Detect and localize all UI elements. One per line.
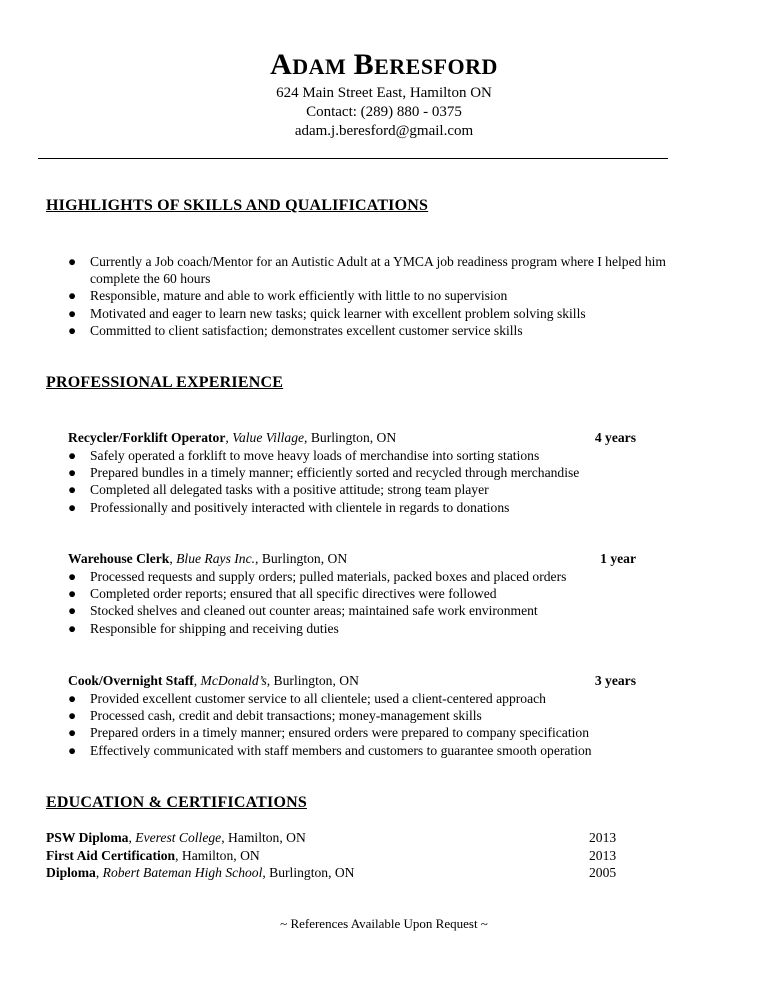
bullet-icon: ● — [68, 620, 77, 636]
bullet-icon: ● — [68, 603, 77, 619]
bullet-icon: ● — [68, 482, 77, 498]
list-item: ● Provided excellent customer service to all clientele; used a client-centered approach — [68, 691, 546, 706]
list-item: ● Prepared bundles in a timely manner; efficiently sorted and recycled through merchandise — [68, 465, 580, 481]
education-item: PSW Diploma, Everest College, Hamilton, ON 2013 — [46, 830, 617, 845]
bullet-icon: ● — [68, 499, 77, 515]
list-item: ● Currently a Job coach/Mentor for an Autistic Adult at a YMCA job readiness program where I helped him complete the 60 hours — [68, 254, 666, 287]
bullet-icon: ● — [68, 322, 77, 338]
edu-year: 2013 — [589, 830, 617, 845]
list-item: ● Processed requests and supply orders; pulled materials, packed boxes and placed orders — [68, 569, 567, 584]
list-item: ● Motivated and eager to learn new tasks; quick learner with excellent problem solving skills — [68, 305, 586, 321]
education-item: First Aid Certification, Hamilton, ON 2013 — [46, 847, 617, 863]
credential: PSW Diploma — [46, 830, 129, 845]
highlights-heading: HIGHLIGHTS OF SKILLS AND QUALIFICATIONS — [46, 197, 429, 214]
experience-heading: PROFESSIONAL EXPERIENCE — [46, 374, 284, 391]
job-duration: 4 years — [594, 430, 636, 445]
bullet-icon: ● — [68, 305, 77, 321]
bullet-icon: ● — [68, 465, 77, 481]
list-item: ● Completed order reports; ensured that all specific directives were followed — [68, 586, 497, 602]
phone-contact: Contact: (289) 880 - 0375 — [306, 104, 462, 120]
job-location: , Burlington, ON — [304, 430, 397, 445]
institution: Everest College — [135, 830, 222, 845]
applicant-name: ADAM BERESFORD — [270, 48, 498, 81]
bullet-icon: ● — [68, 708, 77, 724]
job-duties-list — [68, 568, 718, 637]
list-item: ● Processed cash, credit and debit transactions; money-management skills — [68, 708, 482, 724]
job-header: Warehouse Clerk, Blue Rays Inc., Burlington, ON 1 year — [68, 551, 636, 566]
job-duties-list — [68, 447, 718, 516]
bullet-icon: ● — [68, 742, 77, 758]
job-duties-list — [68, 690, 718, 759]
job-employer: Value Village — [232, 430, 305, 445]
job-location: , Burlington, ON — [255, 551, 348, 566]
bullet-icon: ● — [68, 288, 77, 304]
list-item: ● Safely operated a forklift to move heavy loads of merchandise into sorting stations — [68, 448, 540, 463]
references-note: ~ References Available Upon Request ~ — [280, 916, 488, 931]
edu-location: Burlington, ON — [265, 865, 355, 880]
list-item: ● Completed all delegated tasks with a positive attitude; strong team player — [68, 482, 489, 498]
edu-location: Hamilton, ON — [224, 830, 306, 845]
edu-year: 2005 — [589, 865, 617, 880]
job-duration: 3 years — [594, 673, 636, 688]
header-divider — [38, 158, 668, 159]
edu-location: Hamilton, ON — [178, 847, 260, 863]
education-list — [46, 829, 626, 882]
list-item: ● Responsible, mature and able to work efficiently with little to no supervision — [68, 288, 508, 304]
highlights-list — [68, 253, 718, 339]
job-employer: McDonald’s — [200, 673, 267, 688]
education-heading: EDUCATION & CERTIFICATIONS — [46, 794, 307, 811]
resume-header — [0, 48, 768, 141]
bullet-icon: ● — [68, 725, 77, 741]
list-item: ● Stocked shelves and cleaned out counter areas; maintained safe work environment — [68, 603, 538, 619]
job-role: Warehouse Clerk — [68, 551, 170, 566]
list-item: ● Responsible for shipping and receiving duties — [68, 620, 339, 636]
bullet-icon: ● — [68, 586, 77, 602]
credential: First Aid Certification — [46, 847, 176, 863]
job-location: , Burlington, ON — [266, 673, 359, 688]
institution: Robert Bateman High School — [102, 865, 263, 880]
job-role: Recycler/Forklift Operator — [68, 430, 226, 445]
job-employer: Blue Rays Inc. — [176, 551, 256, 566]
bullet-icon: ● — [68, 448, 77, 463]
edu-year: 2013 — [589, 847, 617, 863]
list-item: ● Committed to client satisfaction; demonstrates excellent customer service skills — [68, 322, 523, 338]
bullet-icon: ● — [68, 569, 77, 584]
address: 624 Main Street East, Hamilton ON — [276, 85, 492, 101]
job-header: Cook/Overnight Staff, McDonald’s, Burlington, ON 3 years — [68, 673, 636, 688]
list-item: ● Professionally and positively interacted with clientele in regards to donations — [68, 499, 510, 515]
list-item: ● Prepared orders in a timely manner; ensured orders were prepared to company specification — [68, 725, 589, 741]
education-item: Diploma, Robert Bateman High School, Burlington, ON 2005 — [46, 865, 617, 880]
job-role: Cook/Overnight Staff — [68, 673, 194, 688]
list-item: ● Effectively communicated with staff members and customers to guarantee smooth operation — [68, 742, 592, 758]
bullet-icon: ● — [68, 254, 77, 269]
email: adam.j.beresford@gmail.com — [294, 123, 474, 139]
credential: Diploma — [46, 865, 96, 880]
bullet-icon: ● — [68, 691, 77, 706]
job-duration: 1 year — [600, 551, 636, 566]
job-header: Recycler/Forklift Operator, Value Village, Burlington, ON 4 years — [68, 430, 636, 445]
